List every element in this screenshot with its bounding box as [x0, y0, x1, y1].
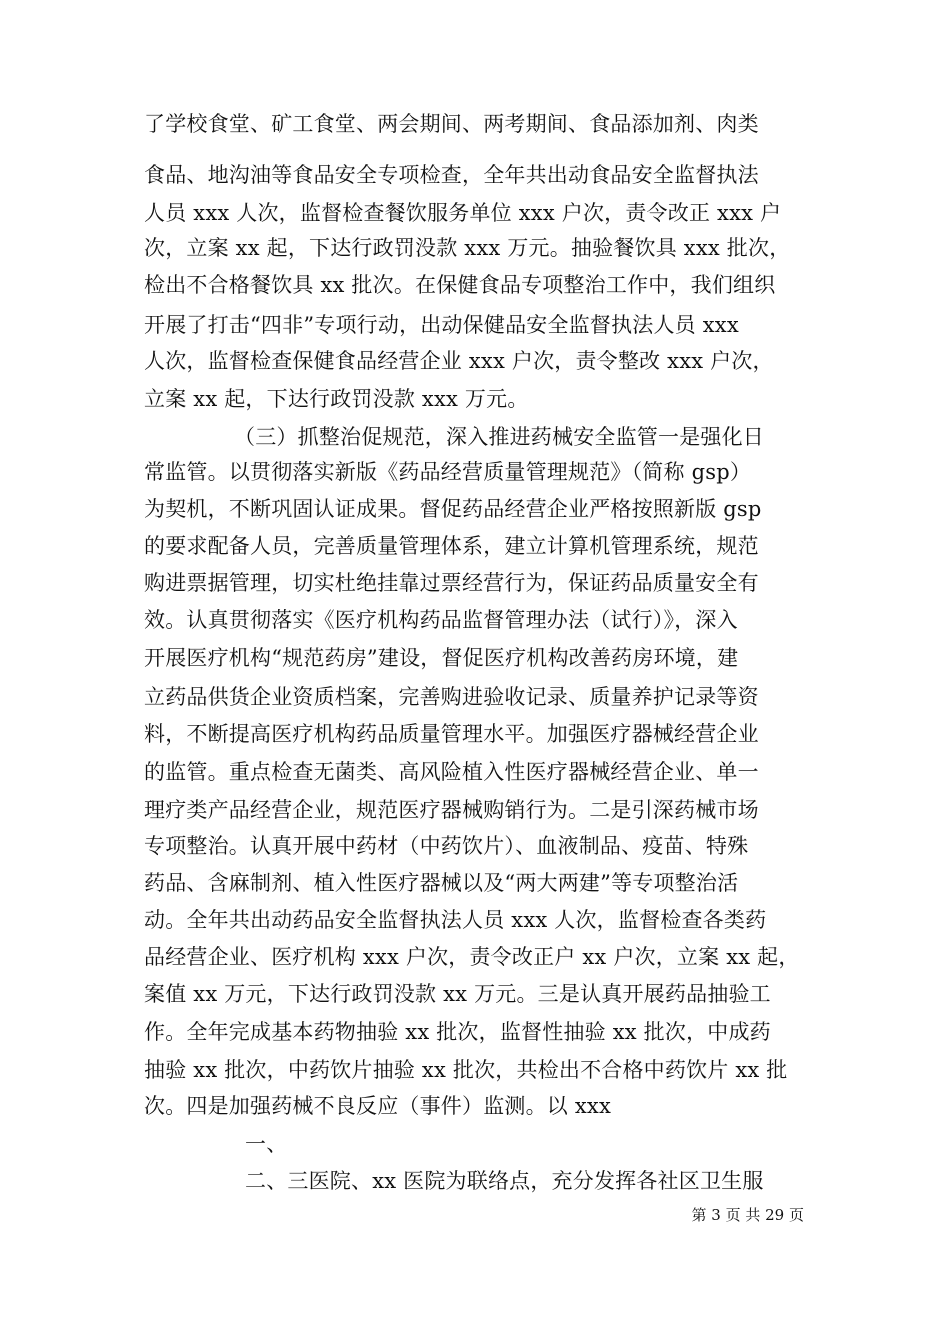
list-item-2: 二、三医院、xx 医院为联络点，充分发挥各社区卫生服 — [245, 1169, 764, 1193]
text-line: 抽验 xx 批次，中药饮片抽验 xx 批次，共检出不合格中药饮片 xx 批 — [144, 1058, 788, 1082]
text-line: 品经营企业、医疗机构 xxx 户次，责令改正户 xx 户次，立案 xx 起， — [144, 945, 800, 969]
text-line: 的要求配备人员，完善质量管理体系，建立计算机管理系统，规范 — [144, 534, 759, 558]
text-line: 检出不合格餐饮具 xx 批次。在保健食品专项整治工作中，我们组织 — [144, 273, 776, 297]
text-line: 立药品供货企业资质档案，完善购进验收记录、质量养护记录等资 — [144, 685, 759, 709]
text-line: 作。全年完成基本药物抽验 xx 批次，监督性抽验 xx 批次，中成药 — [144, 1020, 771, 1044]
text-line: 人次，监督检查保健食品经营企业 xxx 户次，责令整改 xxx 户次， — [144, 349, 774, 373]
list-heading-1: 一、 — [245, 1132, 288, 1156]
text-line: 专项整治。认真开展中药材（中药饮片）、血液制品、疫苗、特殊 — [144, 834, 749, 858]
text-line: 药品、含麻制剂、植入性医疗器械以及“两大两建”等专项整治活 — [144, 871, 739, 895]
text-line: 常监管。以贯彻落实新版《药品经营质量管理规范》（简称 gsp） — [144, 460, 752, 484]
paragraph-start-line: （三）抓整治促规范，深入推进药械安全监管一是强化日 — [234, 425, 764, 449]
text-line: 开展了打击“四非”专项行动，出动保健品安全监督执法人员 xxx — [144, 313, 739, 337]
text-line: 效。认真贯彻落实《医疗机构药品监督管理办法（试行）》，深入 — [144, 608, 738, 632]
page-number-footer: 第 3 页 共 29 页 — [691, 1206, 804, 1224]
text-line: 为契机，不断巩固认证成果。督促药品经营企业严格按照新版 gsp — [144, 497, 762, 521]
text-line: 购进票据管理，切实杜绝挂靠过票经营行为，保证药品质量安全有 — [144, 571, 759, 595]
text-line: 次。四是加强药械不良反应（事件）监测。以 xxx — [144, 1094, 612, 1118]
text-line: 开展医疗机构“规范药房”建设，督促医疗机构改善药房环境，建 — [144, 646, 739, 670]
text-line: 的监管。重点检查无菌类、高风险植入性医疗器械经营企业、单一 — [144, 760, 759, 784]
text-line: 次，立案 xx 起，下达行政罚没款 xxx 万元。抽验餐饮具 xxx 批次， — [144, 236, 791, 260]
text-line: 理疗类产品经营企业，规范医疗器械购销行为。二是引深药械市场 — [144, 798, 759, 822]
text-line: 食品、地沟油等食品安全专项检查，全年共出动食品安全监督执法 — [144, 163, 759, 187]
text-line: 人员 xxx 人次，监督检查餐饮服务单位 xxx 户次，责令改正 xxx 户 — [144, 201, 782, 225]
text-line: 立案 xx 起，下达行政罚没款 xxx 万元。 — [144, 387, 529, 411]
text-line: 料，不断提高医疗机构药品质量管理水平。加强医疗器械经营企业 — [144, 722, 759, 746]
text-line: 动。全年共出动药品安全监督执法人员 xxx 人次，监督检查各类药 — [144, 908, 767, 932]
text-line: 了学校食堂、矿工食堂、两会期间、两考期间、食品添加剂、肉类 — [144, 112, 759, 136]
text-line: 案值 xx 万元，下达行政罚没款 xx 万元。三是认真开展药品抽验工 — [144, 982, 771, 1006]
